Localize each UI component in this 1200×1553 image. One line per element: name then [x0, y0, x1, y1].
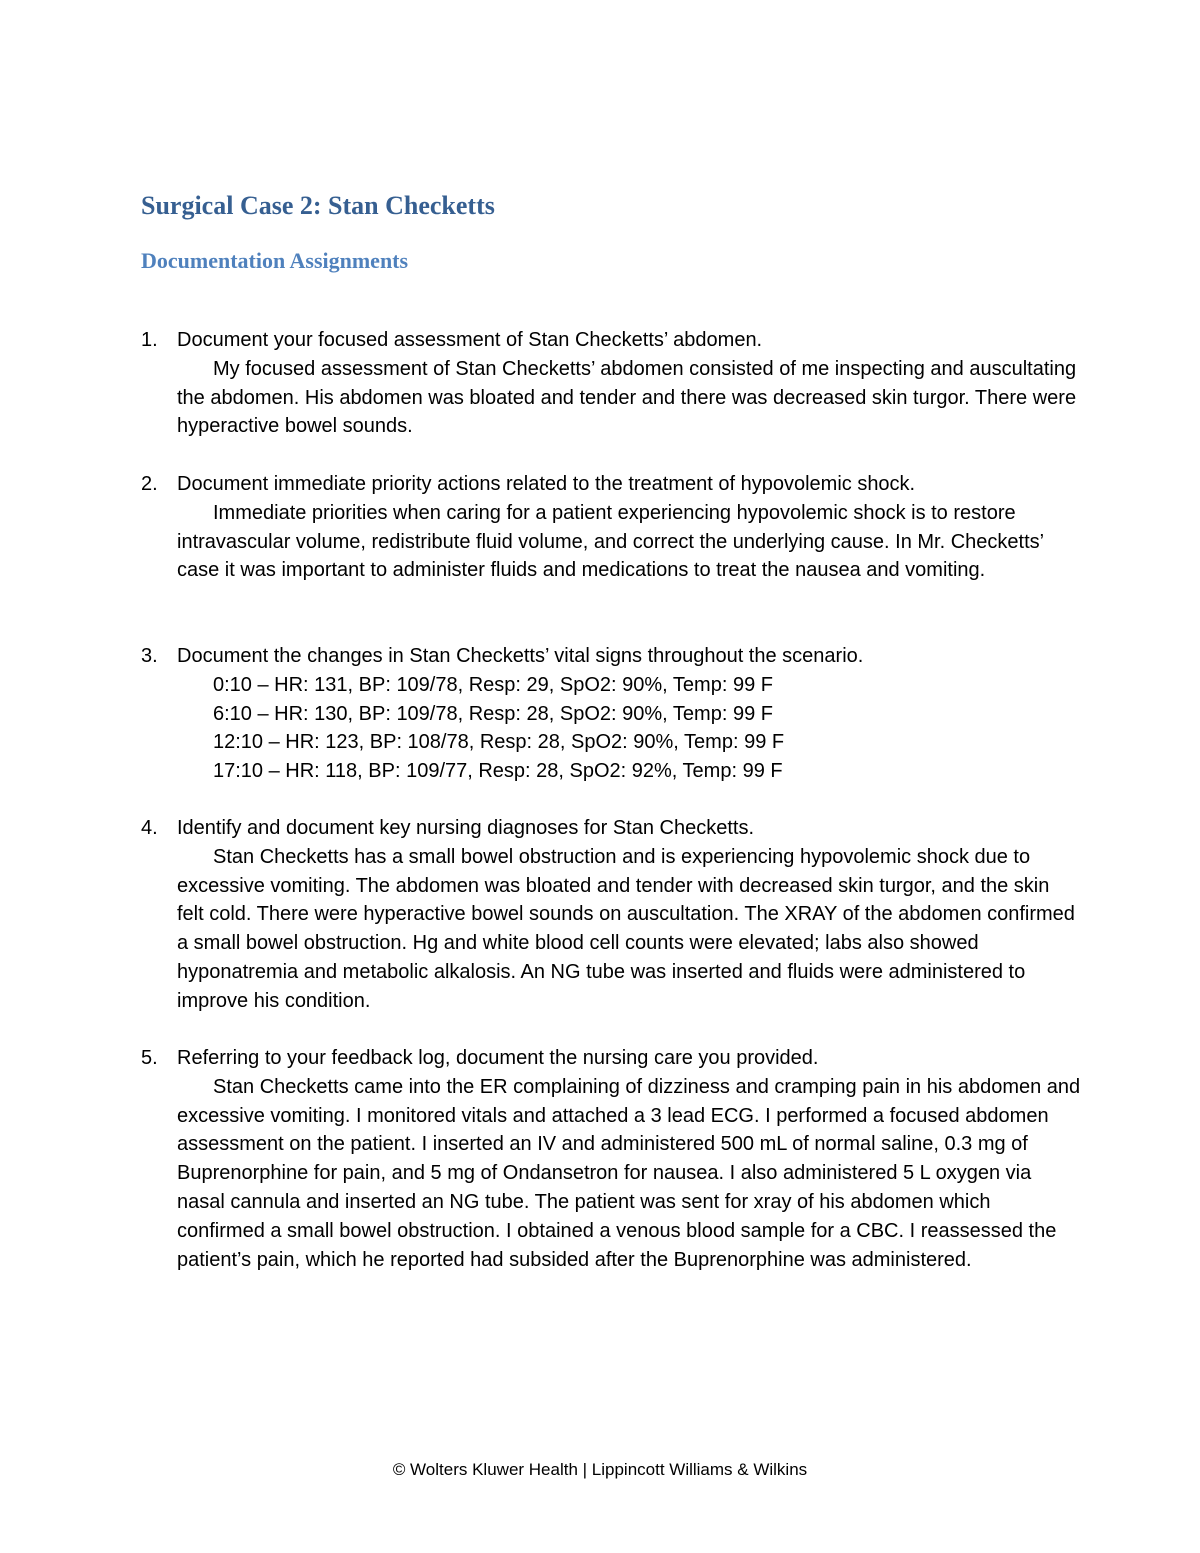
question-item-1 — [141, 326, 1081, 441]
question-item-4 — [141, 814, 1081, 1016]
question-prompt: Document immediate priority actions related to the treatment of hypovolemic shock. — [177, 473, 916, 495]
vital-signs-entry: 12:10 – HR: 123, BP: 108/78, Resp: 28, SpO2: 90%, Temp: 99 F — [213, 731, 785, 754]
vital-signs-entry: 6:10 – HR: 130, BP: 109/78, Resp: 28, SpO2: 90%, Temp: 99 F — [213, 702, 773, 725]
question-answer: My focused assessment of Stan Checketts’ abdomen consisted of me inspecting and auscultating the abdomen. His abdomen was bloated and tender and there was decreased skin turgor. There were hyperactive bowel sounds. — [177, 357, 1077, 438]
question-prompt: Identify and document key nursing diagnoses for Stan Checketts. — [177, 817, 755, 839]
document-title: Surgical Case 2: Stan Checketts — [141, 191, 495, 220]
question-item-5 — [141, 1044, 1081, 1274]
copyright-footer: © Wolters Kluwer Health | Lippincott Williams & Wilkins — [392, 1460, 808, 1479]
question-answer: Immediate priorities when caring for a patient experiencing hypovolemic shock is to restore intravascular volume, redistribute fluid volume, and correct the underlying cause. In Mr. Checketts’ case it was important to administer fluids and medications to treat the nausea and vomiting. — [177, 501, 1044, 582]
vital-signs-entry: 0:10 – HR: 131, BP: 109/78, Resp: 29, SpO2: 90%, Temp: 99 F — [213, 673, 773, 696]
question-number: 1. — [141, 329, 158, 351]
question-item-2 — [141, 470, 1081, 585]
question-number: 2. — [141, 473, 158, 495]
question-number: 3. — [141, 645, 158, 667]
vital-signs-entry: 17:10 – HR: 118, BP: 109/77, Resp: 28, SpO2: 92%, Temp: 99 F — [213, 760, 783, 783]
question-number: 4. — [141, 817, 158, 839]
question-answer: Stan Checketts came into the ER complaining of dizziness and cramping pain in his abdomen and excessive vomiting. I monitored vitals and attached a 3 lead ECG. I performed a focused abdomen assessment on the patient. I inserted an IV and administered 500 mL of normal saline, 0.3 mg of Buprenorphine for pain, and 5 mg of Ondansetron for nausea. I also administered 5 L oxygen via nasal cannula and inserted an NG tube. The patient was sent for xray of his abdomen which confirmed a small bowel obstruction. I obtained a venous blood sample for a CBC. I reassessed the patient’s pain, which he reported had subsided after the Buprenorphine was administered. — [177, 1075, 1081, 1271]
question-item-3 — [141, 642, 1081, 786]
document-subtitle: Documentation Assignments — [141, 248, 409, 273]
question-prompt: Document your focused assessment of Stan Checketts’ abdomen. — [177, 329, 763, 351]
question-prompt: Referring to your feedback log, document the nursing care you provided. — [177, 1047, 819, 1069]
question-answer: Stan Checketts has a small bowel obstruction and is experiencing hypovolemic shock due to excessive vomiting. The abdomen was bloated and tender with decreased skin turgor, and the skin felt cold. There were hyperactive bowel sounds on auscultation. The XRAY of the abdomen confirmed a small bowel obstruction. Hg and white blood cell counts were elevated; labs also showed hyponatremia and metabolic alkalosis. An NG tube was inserted and fluids were administered to improve his condition. — [177, 845, 1075, 1012]
question-prompt: Document the changes in Stan Checketts’ vital signs throughout the scenario. — [177, 645, 864, 667]
question-number: 5. — [141, 1047, 158, 1069]
